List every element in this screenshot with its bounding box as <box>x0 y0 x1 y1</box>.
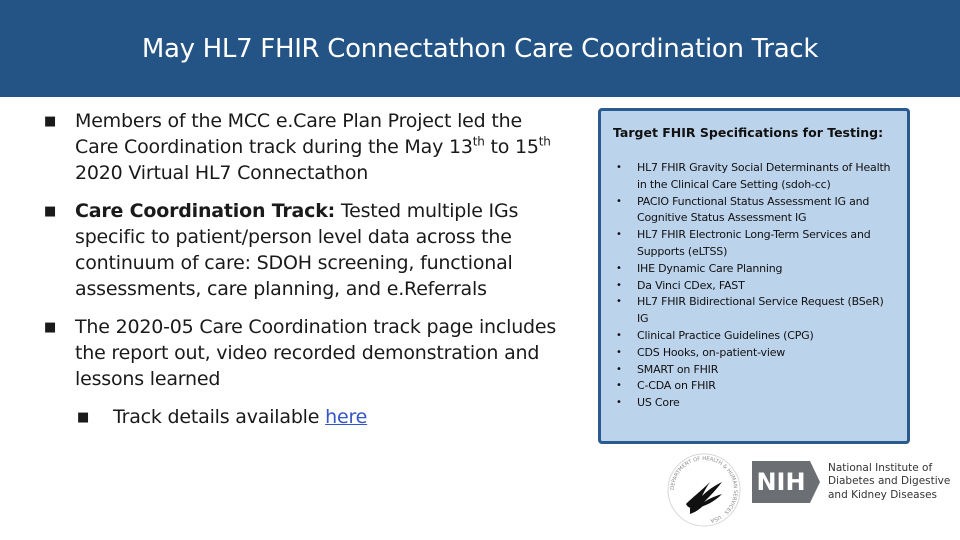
square-bullet-icon: ■ <box>44 320 57 335</box>
square-bullet-icon: ■ <box>44 204 57 219</box>
spec-item: • CDS Hooks, on-patient-view <box>613 345 895 362</box>
track-details-link[interactable]: here <box>325 406 368 428</box>
seal-text: DEPARTMENT OF HEALTH & HUMAN SERVICES · USA <box>669 455 739 524</box>
spec-item: • HL7 FHIR Bidirectional Service Request (BSeR) IG <box>613 294 895 328</box>
bullet-text: to 15 <box>484 136 539 158</box>
bullet-text: 2020 Virtual HL7 Connectathon <box>75 162 369 184</box>
spec-item: • Clinical Practice Guidelines (CPG) <box>613 328 895 345</box>
bullet-text: Members of the MCC e.Care Plan Project led the Care Coordination track during the May 13 <box>75 110 522 158</box>
niddk-name <box>828 462 950 503</box>
eagle-icon <box>686 482 722 514</box>
spec-item: • Da Vinci CDex, FAST <box>613 278 895 295</box>
spec-item: • US Core <box>613 395 895 412</box>
spec-item: • IHE Dynamic Care Planning <box>613 261 895 278</box>
niddk-line: Diabetes and Digestive <box>828 475 951 488</box>
spec-box <box>598 108 910 444</box>
ordinal-suffix: th <box>472 134 485 149</box>
spec-item: • C-CDA on FHIR <box>613 378 895 395</box>
hhs-seal-logo <box>666 452 742 528</box>
bullet-bold-lead: Care Coordination Track: <box>75 200 336 222</box>
niddk-line: National Institute of <box>828 461 933 474</box>
sub-bullet-details <box>77 404 564 430</box>
spec-item: • HL7 FHIR Gravity Social Determinants of Health in the Clinical Care Setting (sdoh-cc) <box>613 160 895 194</box>
nih-niddk-logo <box>752 460 950 504</box>
niddk-line: and Kidney Diseases <box>828 488 937 501</box>
bullet-members <box>44 108 564 186</box>
spec-list <box>613 160 895 412</box>
bullet-track <box>44 198 564 302</box>
spec-item: • PACIO Functional Status Assessment IG and Cognitive Status Assessment IG <box>613 194 895 228</box>
bullet-track-page <box>44 314 564 392</box>
spec-item: • HL7 FHIR Electronic Long-Term Services and Supports (eLTSS) <box>613 227 895 261</box>
ordinal-suffix: th <box>538 134 551 149</box>
square-bullet-icon: ■ <box>77 410 90 425</box>
title-bar <box>0 0 960 97</box>
main-bullets <box>44 108 564 430</box>
nih-mark: NIH <box>752 461 810 503</box>
square-bullet-icon: ■ <box>44 114 57 129</box>
bullet-text: Tested multiple IGs specific to patient/person level data across the continuum of care: SDOH screening, functional assessments, care planning, and e.Referrals <box>75 200 519 300</box>
spec-title: Target FHIR Specifications for Testing: <box>613 125 884 140</box>
spec-item: • SMART on FHIR <box>613 362 895 379</box>
sub-bullet-text: Track details available <box>113 406 326 428</box>
bullet-text: The 2020-05 Care Coordination track page includes the report out, video recorded demonstration and lessons learned <box>75 316 557 390</box>
slide-title: May HL7 FHIR Connectathon Care Coordination Track <box>141 33 819 64</box>
